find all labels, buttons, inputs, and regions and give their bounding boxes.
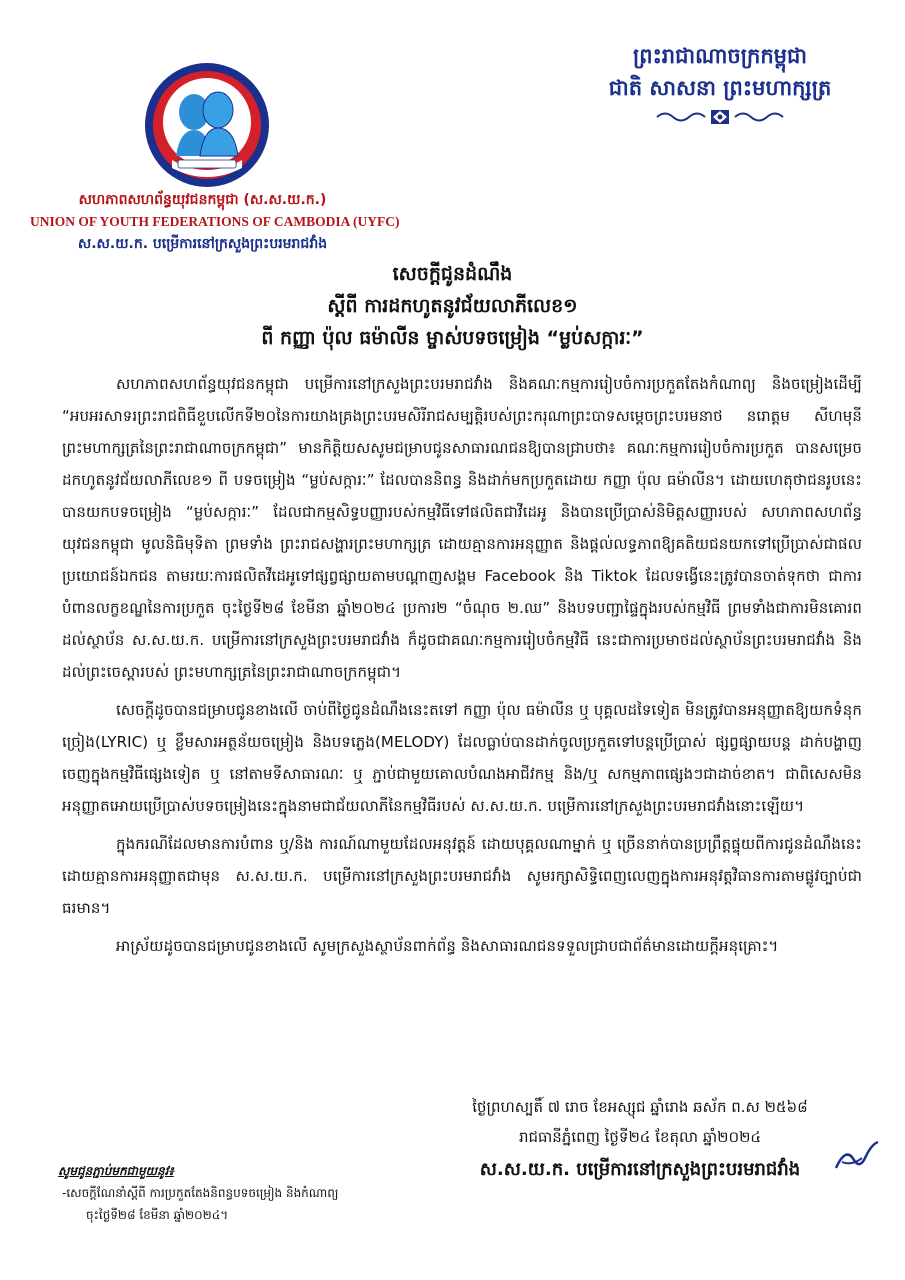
kingdom-motto [570, 40, 870, 126]
paragraph-2: សេចក្តីដូចបានជម្រាបជូនខាងលើ ចាប់ពីថ្ងៃជូនដំណឹងនេះតទៅ កញ្ញា ប៉ុល ធម៉ាលីន ឬ បុគ្គលដទៃទៀត មិនត្រូវបានអនុញ្ញាតឱ្យយកទំនុកច្រៀង(LYRIC) ឬ ខ្លឹមសារអត្ថន័យចម្រៀង និងបទភ្លេង(MELODY) ដែលធ្លាប់បានដាក់ចូលប្រកួតទៅបន្តប្រើប្រាស់ ផ្សព្វផ្សាយបន្ត ដាក់បង្ហាញចេញក្នុងកម្មវិធីផ្សេងទៀត ឬ នៅតាមទីសាធារណៈ ឬ ភ្ជាប់ជាមួយគោលបំណងអាជីវកម្ម និង/ឬ សកម្មភាពផ្សេងៗជាដាច់ខាត។ ជាពិសេសមិនអនុញ្ញាតអោយប្រើប្រាស់បទចម្រៀងនេះក្នុងនាមជាជ័យលាភីនៃកម្មវិធីរបស់ ស.ស.យ.ក. បម្រើការនៅក្រសួងព្រះបរមរាជវាំងនោះឡើយ។ [62, 701, 862, 815]
uyfc-logo [142, 60, 272, 190]
org-name-kh: សហភាពសហព័ន្ធយុវជនកម្ពុជា (ស.ស.យ.ក.) [78, 192, 327, 208]
attachment-line-2: ចុះថ្ងៃទី២៨ ខែមីនា ឆ្នាំ២០២៤។ [86, 1208, 229, 1222]
date-signature [420, 1092, 860, 1188]
paragraph-1: សហភាពសហព័ន្ធយុវជនកម្ពុជា បម្រើការនៅក្រសួងព្រះបរមរាជវាំង និងគណៈកម្មការរៀបចំការប្រកួតតែងកំណាព្យ និងចម្រៀងដើម្បី “អបអរសាទរព្រះរាជពិធីខួបលើកទី២០នៃការយាងគ្រងព្រះបរមសិរីរាជសម្បត្តិរបស់ព្រះករុណាព្រះបាទសម្តេចព្រះបរមនាថ នរោត្តម សីហមុនី ព្រះមហាក្សត្រនៃព្រះរាជាណាចក្រកម្ពុជា” មានកិត្តិយសសូមជម្រាបជូនសាធារណជនឱ្យបានជ្រាបថា៖ គណៈកម្មការរៀបចំការប្រកួត បានសម្រេចដកហូតនូវជ័យលាភីលេខ១ ពី បទចម្រៀង “ម្លប់សក្ការៈ” ដែលបាននិពន្ធ និងដាក់មកប្រកួតដោយ កញ្ញា ប៉ុល ធម៉ាលីន។ ដោយហេតុថាជនរូបនេះបានយកបទចម្រៀង “ម្លប់សក្ការៈ” ដែលជាកម្មសិទ្ធបញ្ញារបស់កម្មវិធីទៅផលិតជាវីដេអូ និងបានប្រើប្រាស់និមិត្តសញ្ញារបស់ សហភាពសហព័ន្ធយុវជនកម្ពុជា មូលនិធិមុទិតា ព្រមទាំង ព្រះរាជសង្ហារព្រះមហាក្សត្រ ដោយគ្មានការអនុញ្ញាត និងផ្តល់លទ្ធភាពឱ្យគតិយជនយកទៅប្រើប្រាស់ជាផលប្រយោជន៍ឯកជន តាមរយៈការផលិតវីដេអូទៅផ្សព្វផ្សាយតាមបណ្តាញសង្គម Facebook និង Tiktok ដែលទង្វើនេះត្រូវបានចាត់ទុកថា ជាការបំពានលក្ខខណ្ឌនៃការប្រកួត ចុះថ្ងៃទី២៨ ខែមីនា ឆ្នាំ២០២៤ ប្រការ២ “ចំណុច ២.ឈ” និងបទបញ្ជាផ្ទៃក្នុងរបស់កម្មវិធី ព្រមទាំងជាការមិនគោរពដល់ស្ថាប័ន ស.ស.យ.ក. បម្រើការនៅក្រសួងព្រះបរមរាជវាំង ក៏ដូចជាគណៈកម្មការរៀបចំកម្មវិធី នេះជាការប្រមាថដល់ស្ថាប័នព្រះបរមរាជវាំង និង ដល់ព្រះចេស្តារបស់ ព្រះមហាក្សត្រនៃព្រះរាជាណាចក្រកម្ពុជា។ [62, 375, 862, 681]
notice-body [62, 368, 862, 968]
lunar-date: ថ្ងៃព្រហស្បតិ៍ ៧ រោច ខែអស្សុជ ឆ្នាំរោង ឆស័ក ព.ស ២៥៦៨ [472, 1098, 808, 1116]
attachment-note [58, 1160, 418, 1226]
uyfc-logo-icon [142, 60, 272, 190]
paragraph-3: ក្នុងករណីដែលមានការបំពាន ឬ/និង ការណ៍ណាមួយដែលអនុវត្តន៍ ដោយបុគ្គលណាម្នាក់ ឬ ច្រើននាក់បានប្រព្រឹត្តផ្ទុយពីការជូនដំណឹងនេះដោយគ្មានការអនុញ្ញាតជាមុន ស.ស.យ.ក. បម្រើការនៅក្រសួងព្រះបរមរាជវាំង សូមរក្សាសិទ្ធិពេញលេញក្នុងការអនុវត្តវិធានការតាមផ្លូវច្បាប់ជាធរមាន។ [62, 835, 862, 917]
attachment-line-1: -សេចក្តីណែនាំស្តីពី ការប្រកួតតែងនិពន្ធបទចម្រៀង និងកំណាព្យ [62, 1186, 339, 1200]
kingdom-line-1: ព្រះរាជាណាចក្រកម្ពុជា [632, 44, 807, 68]
org-header [30, 60, 400, 255]
title-line-1: សេចក្តីជូនដំណឹង [392, 263, 513, 285]
ornament-divider-icon [655, 108, 785, 126]
attachment-title: សូមជូនភ្ជាប់មកជាមួយនូវ៖ [58, 1164, 174, 1178]
org-name-en: UNION OF YOUTH FEDERATIONS OF CAMBODIA (UYFC) [30, 214, 400, 229]
signatory: ស.ស.យ.ក. បម្រើការនៅក្រសួងព្រះបរមរាជវាំង [479, 1159, 801, 1180]
org-subtitle-kh: ស.ស.យ.ក. បម្រើការនៅក្រសួងព្រះបរមរាជវាំង [77, 236, 328, 252]
solar-date: រាជធានីភ្នំពេញ ថ្ងៃទី២៤ ខែតុលា ឆ្នាំ២០២៤ [518, 1128, 762, 1146]
notice-title [60, 258, 845, 354]
kingdom-line-2: ជាតិ សាសនា ព្រះមហាក្សត្រ [608, 76, 832, 100]
title-line-2: ស្តីពី ការដកហូតនូវជ័យលាភីលេខ១ [327, 295, 578, 317]
signature-mark-icon [832, 1138, 882, 1176]
title-line-3: ពី កញ្ញា ប៉ុល ធម៉ាលីន ម្ចាស់បទចម្រៀង “ម្លប់សក្ការៈ” [261, 327, 644, 349]
paragraph-4: អាស្រ័យដូចបានជម្រាបជូនខាងលើ សូមក្រសួងស្ថាប័នពាក់ព័ន្ធ និងសាធារណជនទទួលជ្រាបជាព័ត៌មានដោយក្តីអនុគ្រោះ។ [116, 937, 779, 955]
